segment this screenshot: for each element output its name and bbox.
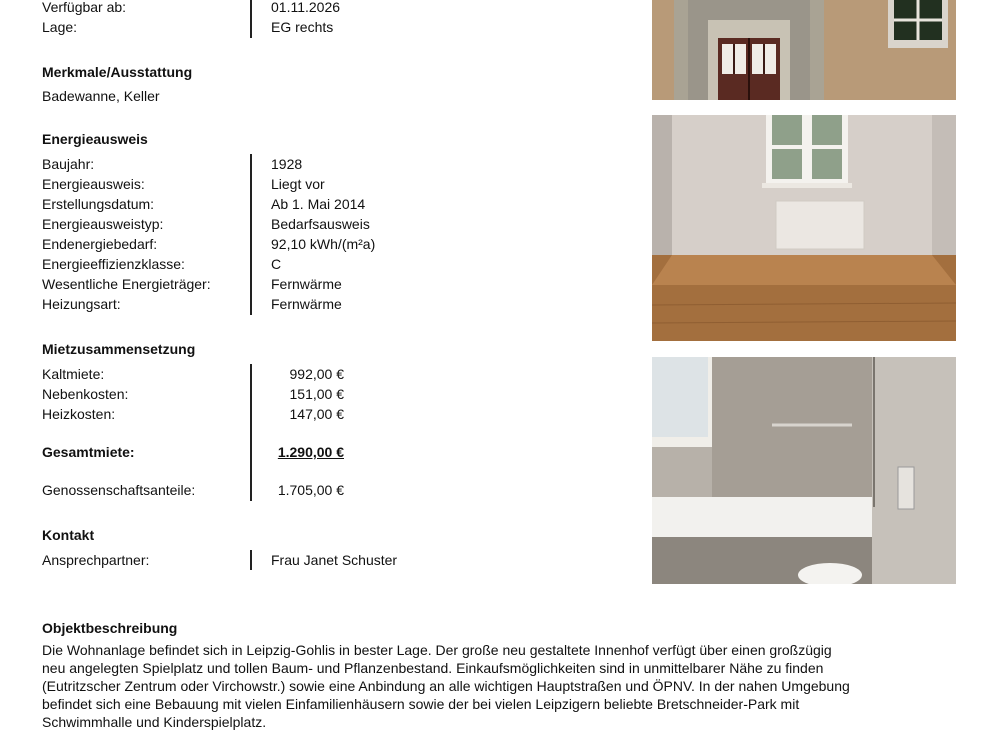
value-energieausweistyp: Bedarfsausweis [271,216,370,232]
value-ansprechpartner: Frau Janet Schuster [271,552,398,568]
heading-objektbeschreibung: Objektbeschreibung [42,620,178,636]
label-lage: Lage: [42,19,78,35]
heading-mietzusammensetzung: Mietzusammensetzung [42,341,196,357]
label-genossenschaftsanteile: Genossenschaftsanteile: [42,482,196,498]
objektbeschreibung-text [42,641,922,731]
description-line: Die Wohnanlage befindet sich in Leipzig-Gohlis in bester Lage. Der große neu gestaltete Innenhof verfügt über einen großzügig [42,642,832,658]
value-kaltmiete: 992,00 € [289,366,344,382]
label-energieausweis: Energieausweis: [42,176,145,192]
photo-entrance [652,0,956,100]
value-gesamtmiete: 1.290,00 € [277,444,344,460]
value-verfuegbar: 01.11.2026 [271,0,341,15]
label-nebenkosten: Nebenkosten: [42,386,129,402]
label-heizungsart: Heizungsart: [42,296,121,312]
value-genossenschaftsanteile: 1.705,00 € [277,482,344,498]
description-line: Schwimmhalle und Kinderspielplatz. [42,714,267,730]
value-heizungsart: Fernwärme [271,296,342,312]
divider-top [250,0,252,38]
description-line: befindet sich eine Bebauung mit vielen Einfamilienhäusern sowie der bei vielen Leipzigern beliebte Bretschneider-Park mit [42,696,800,712]
divider-energie [250,154,252,315]
value-lage: EG rechts [271,19,334,35]
description-line: (Eutritzscher Zentrum oder Virchowstr.) sowie eine Anbindung an alle wichtigen Hauptstraßen und ÖPNV. In der nahen Umgebung [42,678,850,694]
value-energietraeger: Fernwärme [271,276,342,292]
heading-merkmale: Merkmale/Ausstattung [42,64,193,80]
divider-miete [250,364,252,501]
value-heizkosten: 147,00 € [289,406,344,422]
value-erstellungsdatum: Ab 1. Mai 2014 [271,196,366,212]
value-energieausweis: Liegt vor [271,176,325,192]
label-heizkosten: Heizkosten: [42,406,116,422]
heading-kontakt: Kontakt [42,527,95,543]
value-energieeffizienzklasse: C [271,256,282,272]
label-ansprechpartner: Ansprechpartner: [42,552,150,568]
value-baujahr: 1928 [271,156,303,172]
label-erstellungsdatum: Erstellungsdatum: [42,196,155,212]
divider-kontakt [250,550,252,570]
label-energietraeger: Wesentliche Energieträger: [42,276,211,292]
label-verfuegbar: Verfügbar ab: [42,0,127,15]
label-endenergiebedarf: Endenergiebedarf: [42,236,158,252]
value-endenergiebedarf: 92,10 kWh/(m²a) [271,236,376,252]
merkmale-text: Badewanne, Keller [42,88,160,104]
label-energieeffizienzklasse: Energieeffizienzklasse: [42,256,185,272]
label-energieausweistyp: Energieausweistyp: [42,216,164,232]
photo-bathroom [652,357,956,584]
label-gesamtmiete: Gesamtmiete: [42,444,135,460]
description-line: neu angelegten Spielplatz und tollen Baum- und Pflanzenbestand. Einkaufsmöglichkeiten sind in unmittelbarer Nähe zu finden [42,660,824,676]
value-nebenkosten: 151,00 € [289,386,344,402]
label-baujahr: Baujahr: [42,156,95,172]
label-kaltmiete: Kaltmiete: [42,366,105,382]
photo-room [652,115,956,341]
heading-energieausweis: Energieausweis [42,131,148,147]
